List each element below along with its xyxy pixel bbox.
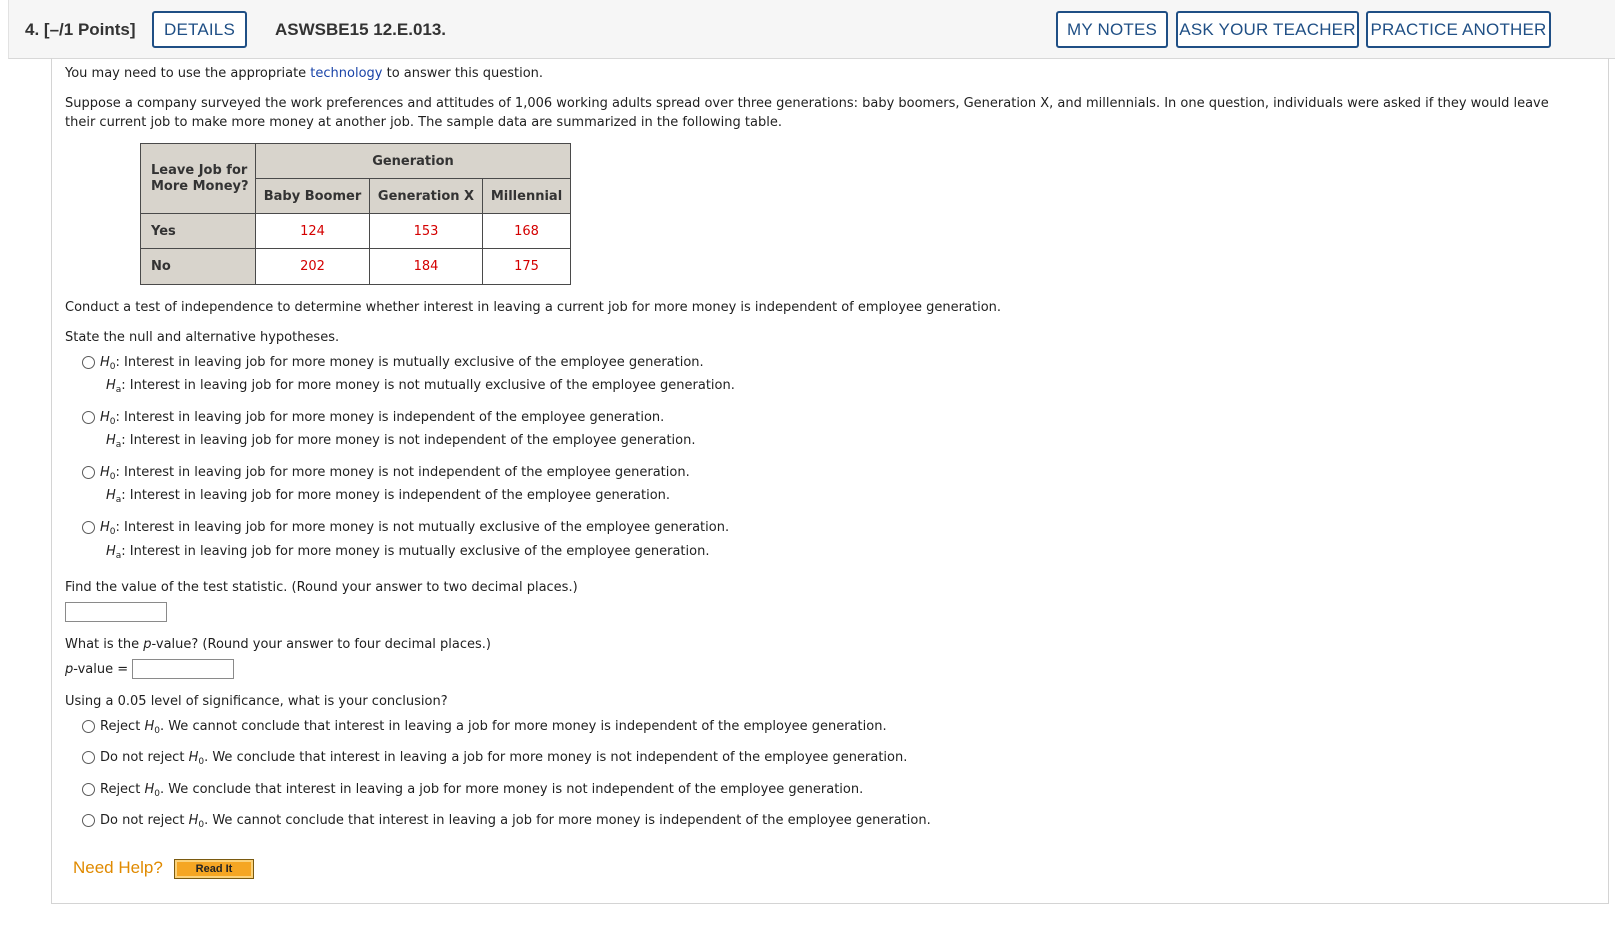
hypothesis-option-4-ha: $H_a$: Interest in leaving job for more money is mutually exclusive of the employee generation. (106, 544, 710, 561)
conclusion-prompt: Using a 0.05 level of significance, what is your conclusion? (65, 694, 448, 709)
table-row (141, 214, 571, 249)
conclusion-option-4-text: Do not reject $H_0$. We cannot conclude that interest in leaving a job for more money is independent of the employee generation. (100, 813, 931, 830)
p-value-input[interactable] (132, 659, 234, 679)
table-corner-header: Leave Job for More Money? (141, 144, 256, 214)
points-label: [–/1 Points] (43, 20, 136, 39)
read-it-button[interactable]: Read It (174, 859, 254, 879)
conclusion-option-3-text: Reject $H_0$. We conclude that interest in leaving a job for more money is not independent of the employee generation. (100, 782, 864, 799)
table-cell: 175 (483, 249, 571, 285)
hypothesis-option-1-radio[interactable] (82, 356, 95, 369)
test-statistic-input[interactable] (65, 602, 167, 622)
generation-table (140, 143, 571, 285)
table-cell: 202 (256, 249, 370, 285)
column-header-millennial: Millennial (483, 179, 571, 214)
test-statistic-prompt: Find the value of the test statistic. (Round your answer to two decimal places.) (65, 580, 578, 595)
hypothesis-option-1-h0: $H_0$: Interest in leaving job for more money is mutually exclusive of the employee generation. (100, 355, 704, 372)
my-notes-button[interactable]: MY NOTES (1056, 11, 1168, 48)
problem-text-line1: Suppose a company surveyed the work preferences and attitudes of 1,006 working adults spread over three generations: baby boomers, Generation X, and millennials. In one question, individuals were asked if they would leave (65, 96, 1549, 111)
row-label-yes: Yes (141, 214, 256, 249)
hypothesis-option-1-ha: $H_a$: Interest in leaving job for more money is not mutually exclusive of the employee generation. (106, 378, 735, 395)
problem-code: ASWSBE15 12.E.013. (275, 20, 447, 39)
table-cell: 168 (483, 214, 571, 249)
table-row (141, 249, 571, 285)
technology-note: You may need to use the appropriate technology to answer this question. (65, 66, 544, 81)
hypothesis-option-2-h0: $H_0$: Interest in leaving job for more money is independent of the employee generation. (100, 410, 665, 427)
question-header (8, 0, 1615, 59)
hypothesis-option-3-radio[interactable] (82, 466, 95, 479)
conclusion-option-1-radio[interactable] (82, 720, 95, 733)
hypothesis-option-2-ha: $H_a$: Interest in leaving job for more money is not independent of the employee generation. (106, 433, 696, 450)
ask-your-teacher-button[interactable]: ASK YOUR TEACHER (1176, 11, 1359, 48)
table-cell: 124 (256, 214, 370, 249)
hypothesis-option-3-h0: $H_0$: Interest in leaving job for more money is not independent of the employee generation. (100, 465, 690, 482)
hypotheses-prompt: State the null and alternative hypotheses. (65, 330, 340, 345)
table-cell: 184 (370, 249, 483, 285)
column-header-generation-x: Generation X (370, 179, 483, 214)
conclusion-option-4-radio[interactable] (82, 814, 95, 827)
hypothesis-option-3-ha: $H_a$: Interest in leaving job for more money is independent of the employee generation. (106, 488, 671, 505)
conclusion-option-1-text: Reject $H_0$. We cannot conclude that interest in leaving a job for more money is independent of the employee generation. (100, 719, 887, 736)
problem-text-line2: their current job to make more money at another job. The sample data are summarized in the following table. (65, 115, 782, 130)
instruction-text: Conduct a test of independence to determine whether interest in leaving a current job for more money is independent of employee generation. (65, 300, 1002, 315)
hypothesis-option-2-radio[interactable] (82, 411, 95, 424)
hypothesis-option-4-radio[interactable] (82, 521, 95, 534)
row-label-no: No (141, 249, 256, 285)
need-help-label: Need Help? (73, 858, 163, 877)
conclusion-option-2-radio[interactable] (82, 751, 95, 764)
conclusion-option-2-text: Do not reject $H_0$. We conclude that interest in leaving a job for more money is not independent of the employee generation. (100, 750, 908, 767)
hypothesis-option-4-h0: $H_0$: Interest in leaving job for more money is not mutually exclusive of the employee generation. (100, 520, 730, 537)
p-value-label: p-value = (65, 662, 129, 677)
conclusion-option-3-radio[interactable] (82, 783, 95, 796)
p-value-prompt: What is the p-value? (Round your answer to four decimal places.) (65, 637, 491, 652)
details-button[interactable]: DETAILS (152, 11, 247, 48)
column-header-baby-boomer: Baby Boomer (256, 179, 370, 214)
generation-header: Generation (256, 144, 571, 179)
technology-link[interactable]: technology (310, 66, 383, 81)
table-cell: 153 (370, 214, 483, 249)
question-number: 4. [–/1 Points] (25, 20, 136, 39)
practice-another-button[interactable]: PRACTICE ANOTHER (1366, 11, 1551, 48)
